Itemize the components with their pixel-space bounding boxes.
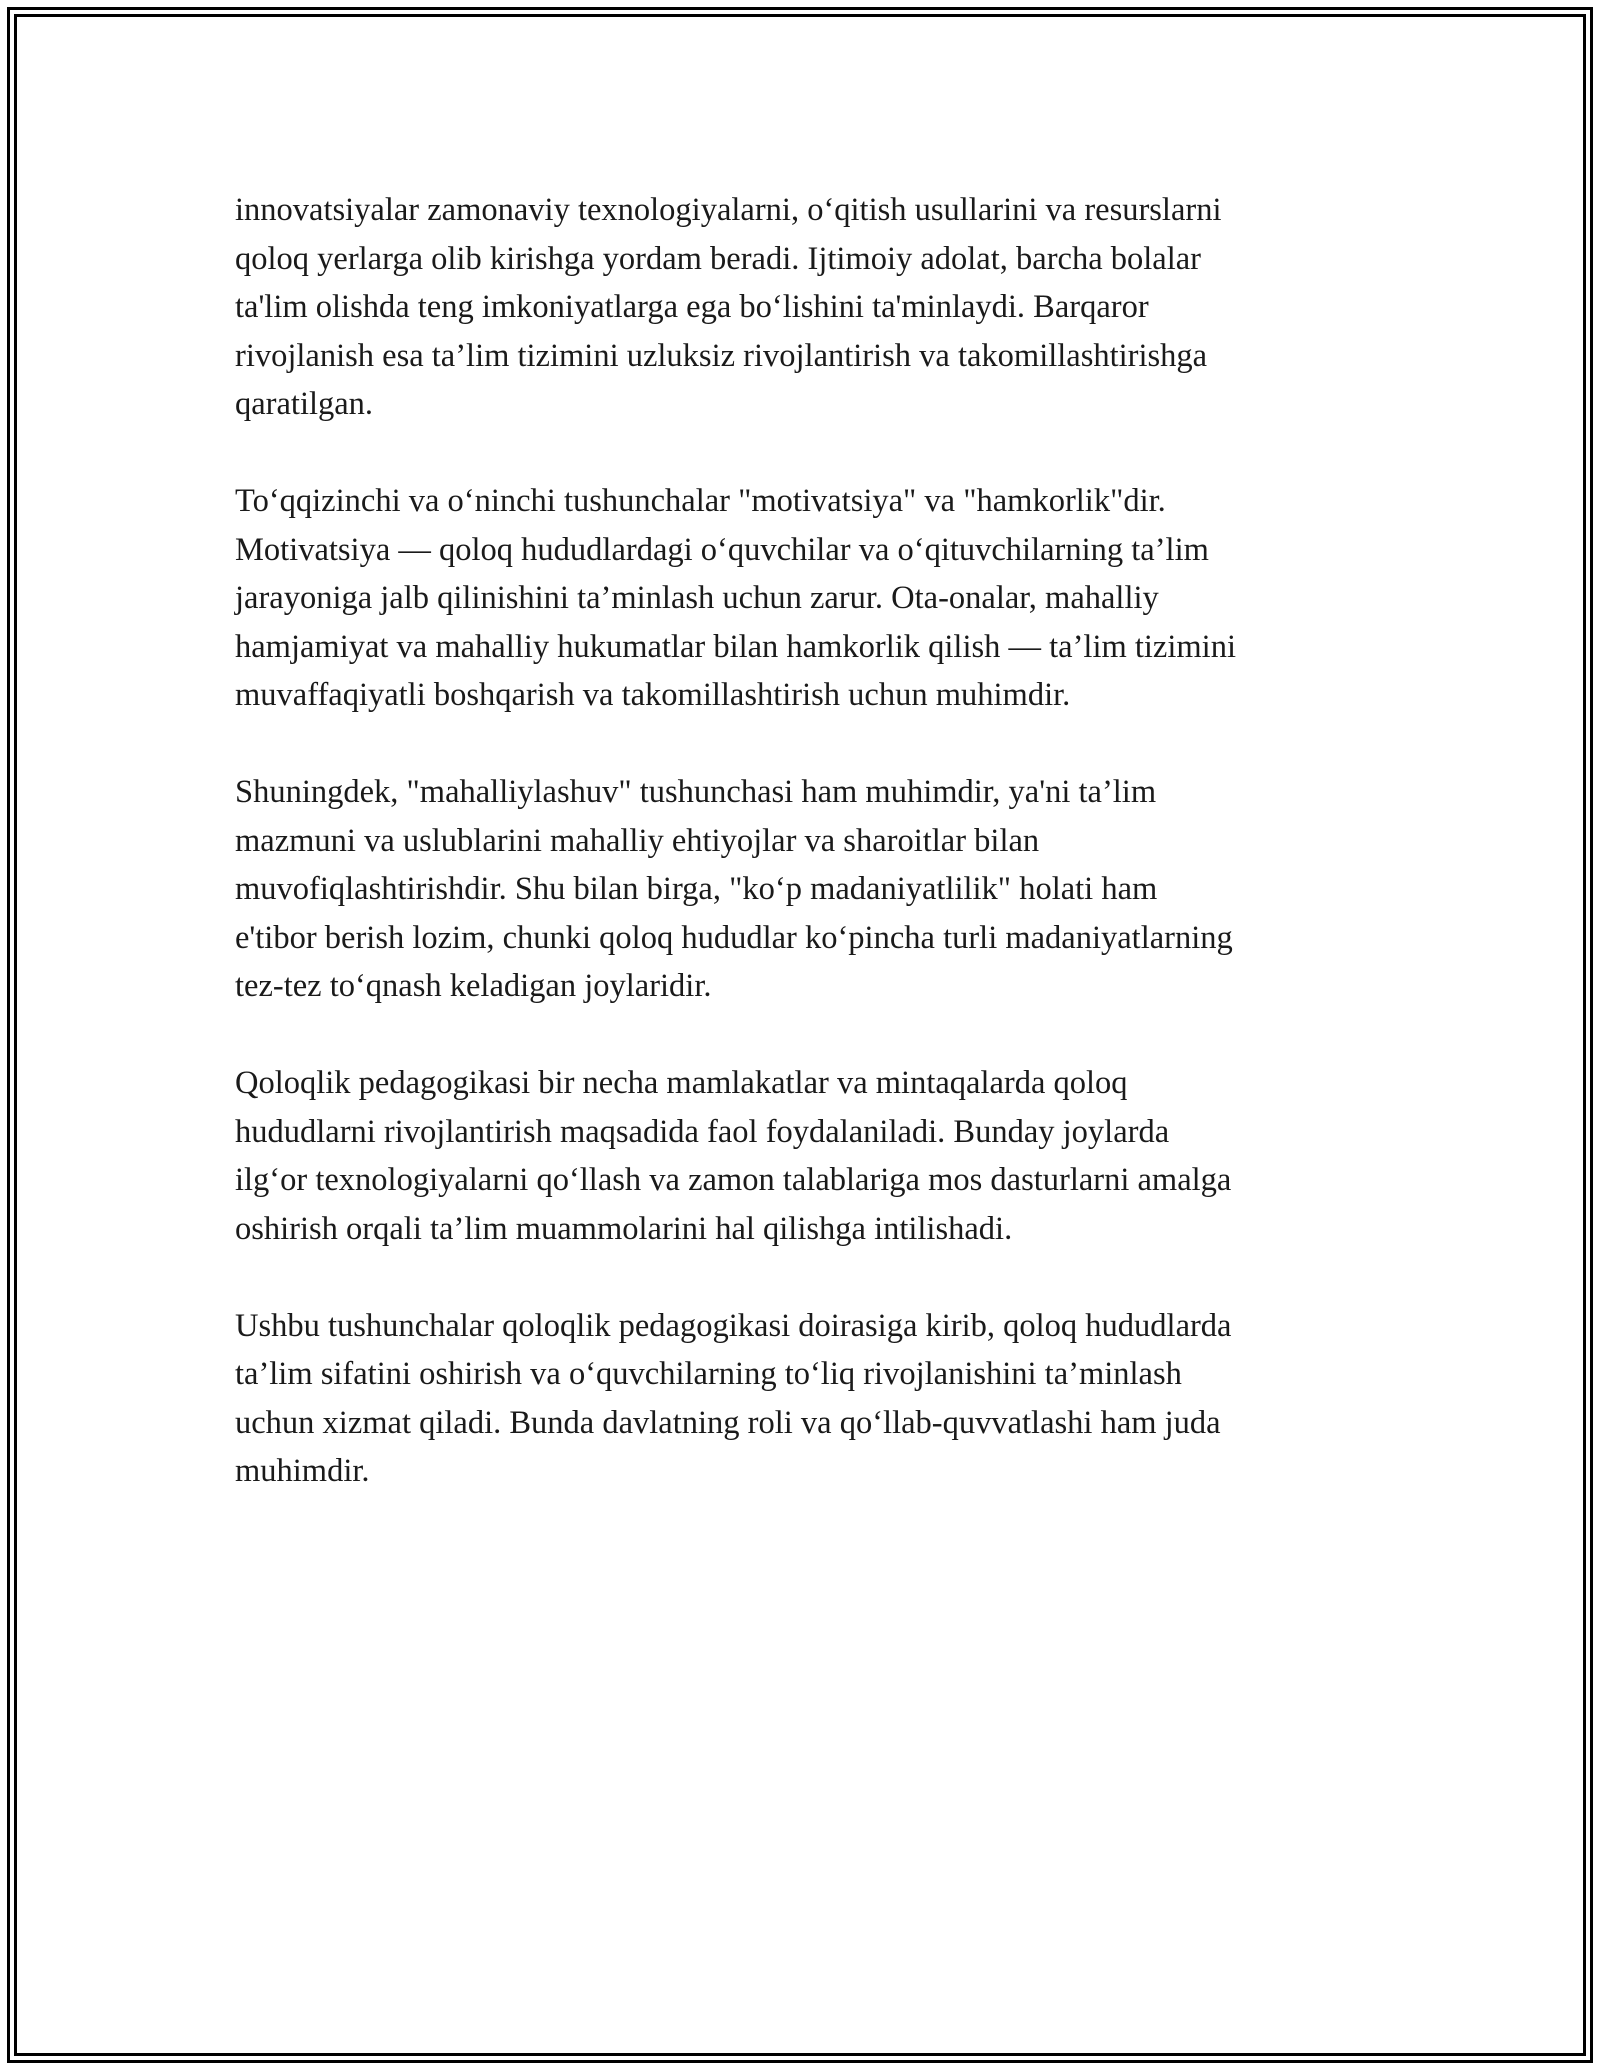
text-line: hududlarni rivojlantirish maqsadida faol foydalaniladi. Bunday joylarda [235, 1113, 1170, 1150]
paragraph-4 [235, 1059, 1365, 1253]
paragraph-2 [235, 477, 1365, 720]
text-line: rivojlanish esa ta’lim tizimini uzluksiz rivojlantirish va takomillashtirishga [235, 337, 1208, 374]
text-line: e'tibor berish lozim, chunki qoloq hududlar ko‘pincha turli madaniyatlarning [235, 919, 1233, 956]
text-line: uchun xizmat qiladi. Bunda davlatning roli va qo‘llab-quvvatlashi ham juda [235, 1404, 1221, 1441]
text-line: Qoloqlik pedagogikasi bir necha mamlakatlar va mintaqalarda qoloq [235, 1065, 1128, 1101]
text-line: muvaffaqiyatli boshqarish va takomillashtirish uchun muhimdir. [235, 677, 1071, 713]
text-line: Shuningdek, "mahalliylashuv" tushunchasi ham muhimdir, ya'ni ta’lim [235, 774, 1157, 810]
text-line: To‘qqizinchi va o‘ninchi tushunchalar "motivatsiya" va "hamkorlik"dir. [235, 483, 1166, 519]
text-line: Ushbu tushunchalar qoloqlik pedagogikasi doirasiga kirib, qoloq hududlarda [235, 1307, 1232, 1344]
text-line: innovatsiyalar zamonaviy texnologiyalarni, o‘qitish usullarini va resurslarni [235, 192, 1222, 228]
document-body [235, 186, 1365, 1544]
text-line: qaratilgan. [235, 386, 374, 422]
text-line: Motivatsiya — qoloq hududlardagi o‘quvchilar va o‘qituvchilarning ta’lim [235, 531, 1209, 568]
text-line: ta'lim olishda teng imkoniyatlarga ega bo‘lishini ta'minlaydi. Barqaror [235, 289, 1149, 325]
text-line: tez-tez to‘qnash keladigan joylaridir. [235, 968, 712, 1004]
text-line: hamjamiyat va mahalliy hukumatlar bilan hamkorlik qilish — ta’lim tizimini [235, 628, 1236, 665]
text-line: ilg‘or texnologiyalarni qo‘llash va zamon talablariga mos dasturlarni amalga [235, 1162, 1232, 1198]
text-line: muhimdir. [235, 1453, 370, 1489]
text-line: jarayoniga jalb qilinishini ta’minlash uchun zarur. Ota-onalar, mahalliy [235, 580, 1159, 616]
paragraph-1 [235, 186, 1365, 429]
paragraph-5 [235, 1302, 1365, 1496]
text-line: ta’lim sifatini oshirish va o‘quvchilarning to‘liq rivojlanishini ta’minlash [235, 1356, 1182, 1392]
text-line: mazmuni va uslublarini mahalliy ehtiyojlar va sharoitlar bilan [235, 822, 1040, 859]
paragraph-3 [235, 768, 1365, 1011]
text-line: oshirish orqali ta’lim muammolarini hal qilishga intilishadi. [235, 1210, 1013, 1247]
text-line: muvofiqlashtirishdir. Shu bilan birga, "ko‘p madaniyatlilik" holati ham [235, 871, 1158, 907]
text-line: qoloq yerlarga olib kirishga yordam beradi. Ijtimoiy adolat, barcha bolalar [235, 240, 1201, 277]
